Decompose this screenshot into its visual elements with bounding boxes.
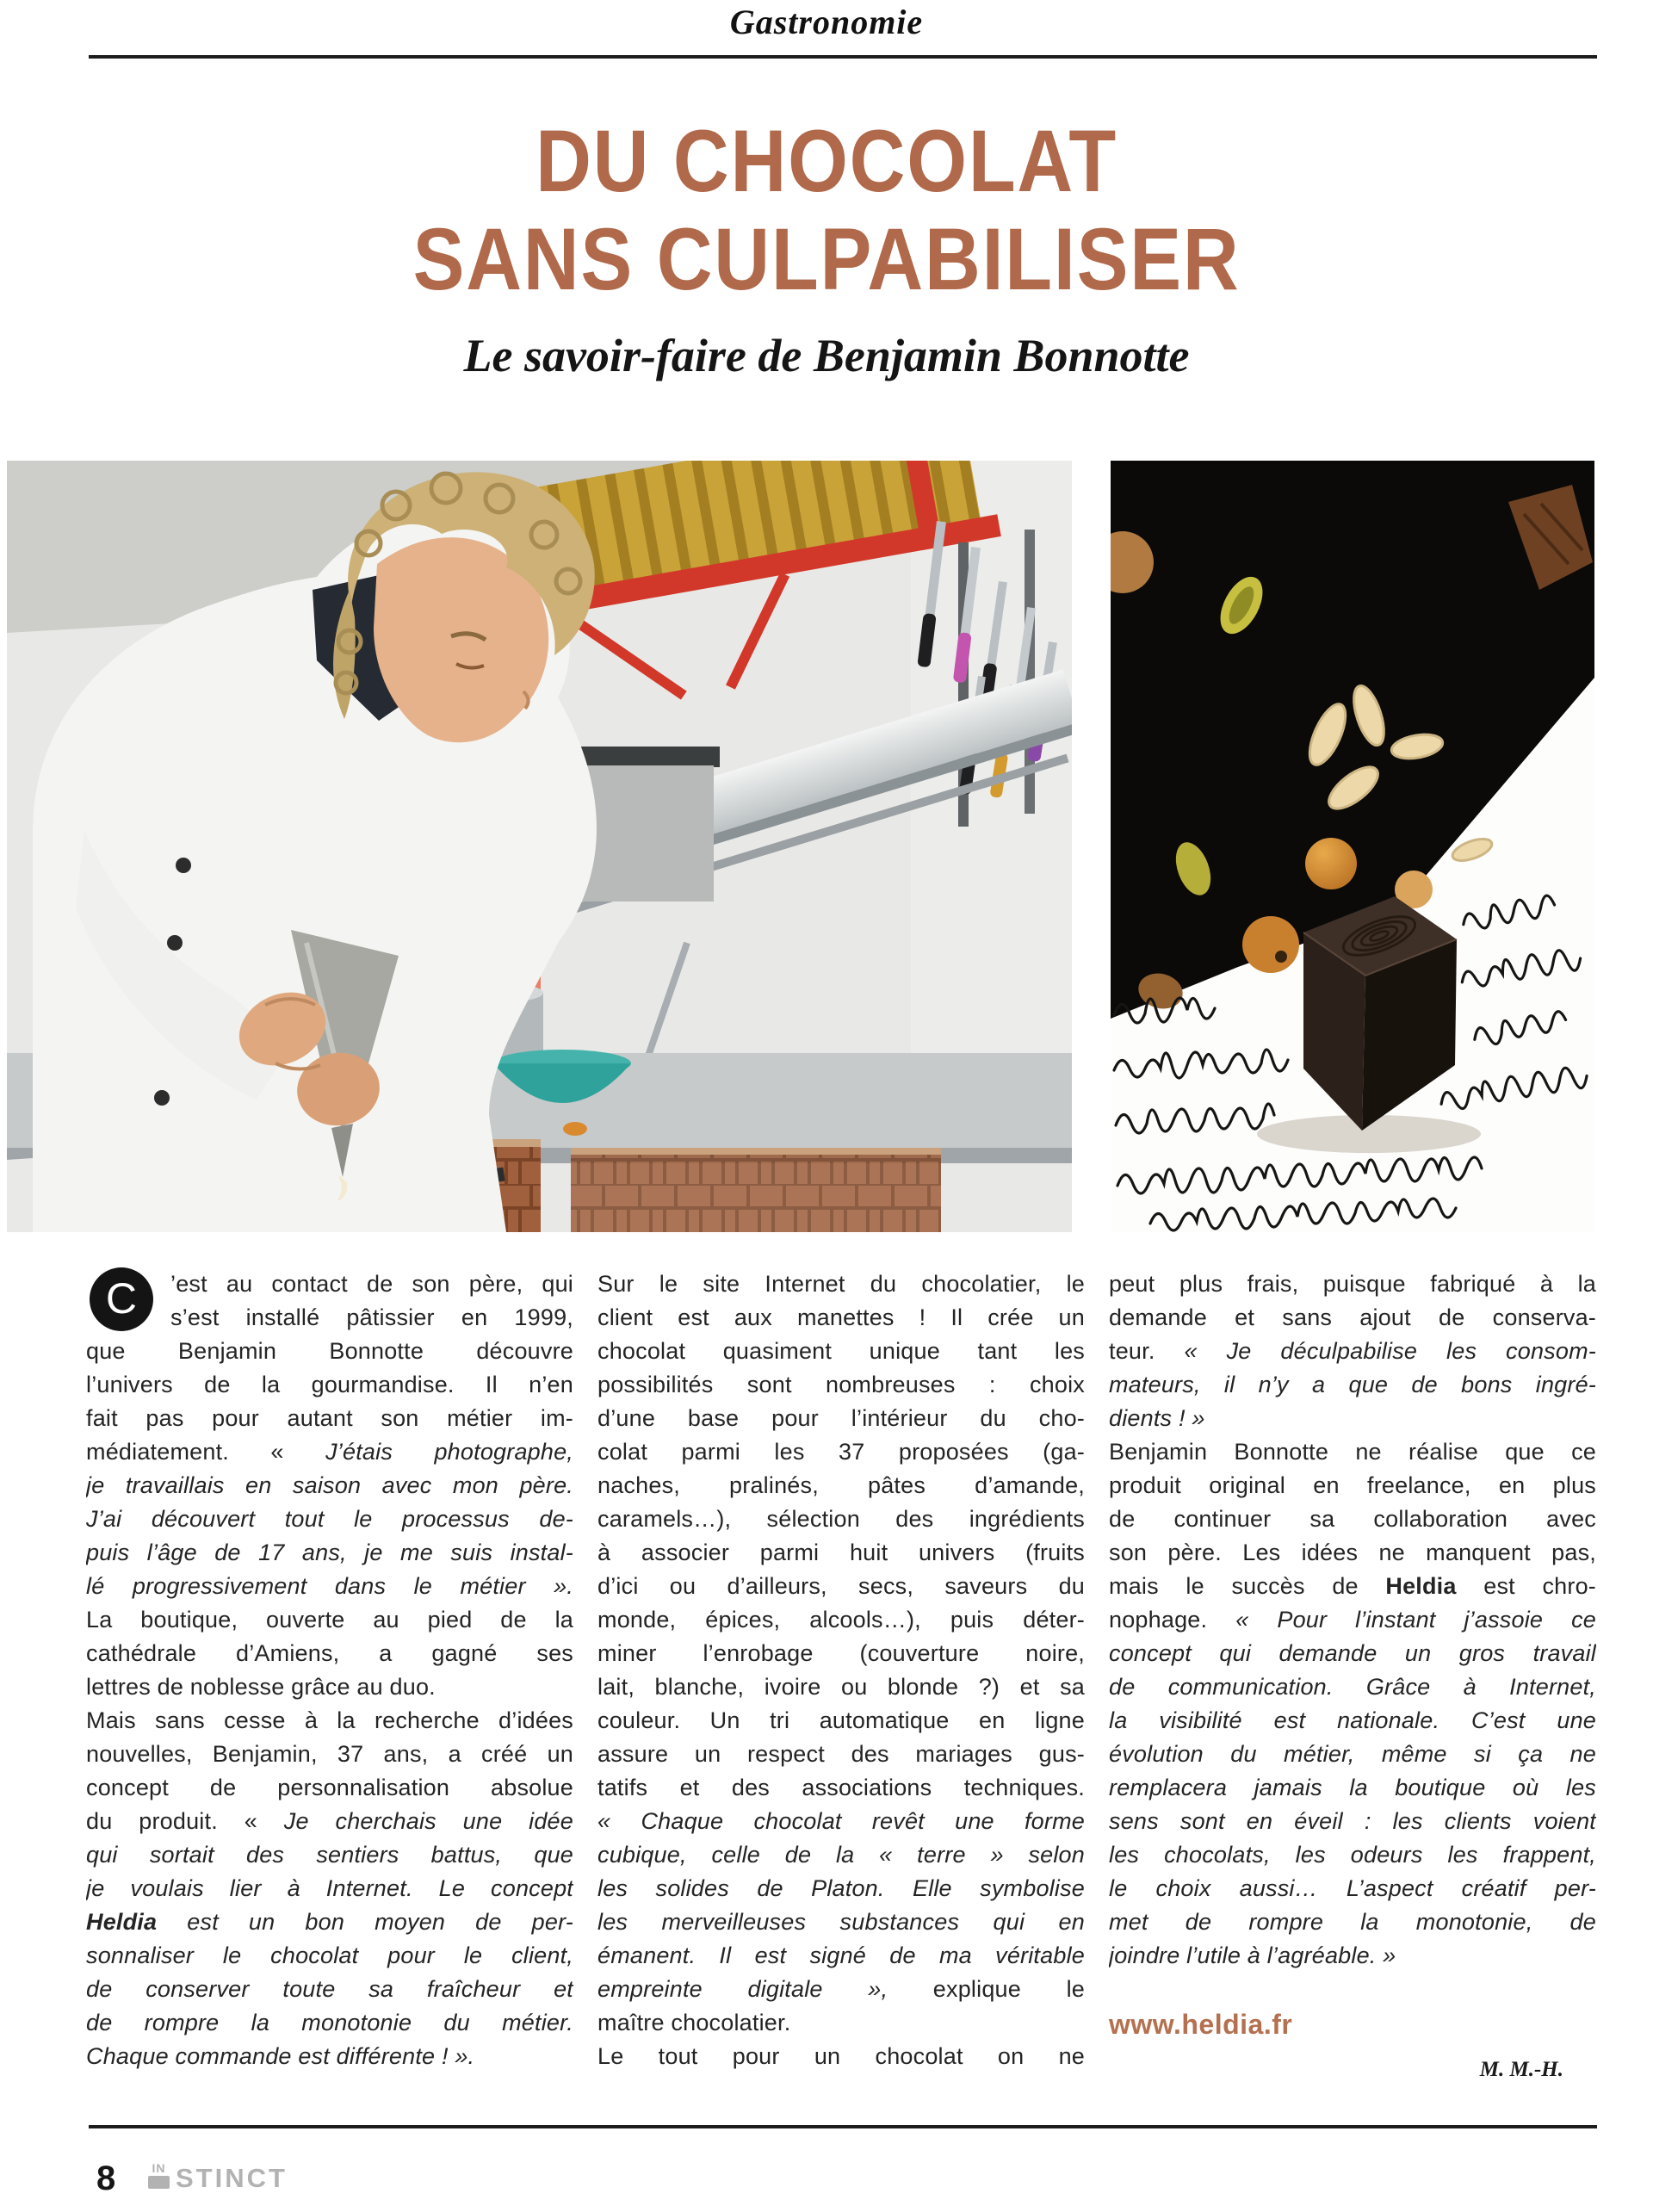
text-line: caramels…), sélection des ingrédients [597,1506,1085,1532]
text-line: dients ! » [1109,1405,1205,1431]
text-line: Benjamin Bonnotte ne réalise que ce [1109,1439,1596,1465]
article-column-2 [597,1267,1085,2073]
text-line: la visibilité est nationale. C’est une [1109,1707,1596,1733]
text-line: demande et sans ajout de conserva- [1109,1304,1596,1330]
text-line: que Benjamin Bonnotte découvre [86,1338,573,1364]
text-line: mateurs, il n’y a que de bons ingré- [1109,1372,1596,1397]
title-line-1: DU CHOCOLAT [536,112,1117,210]
text-line: tatifs et des associations techniques. [597,1775,1085,1800]
photo-chef-piping [7,461,1072,1232]
text-line: concept de personnalisation absolue [86,1775,573,1800]
text-line: lé progressivement dans le métier ». [86,1573,573,1599]
text-line: teur. « Je déculpabilise les consom- [1109,1338,1596,1364]
article-column-1 [86,1267,573,2073]
text-line: je travaillais en saison avec mon père. [86,1472,573,1498]
text-line: puis l’âge de 17 ans, je me suis instal- [86,1540,573,1565]
section-title: Gastronomie [729,3,924,41]
text-line: couleur. Un tri automatique en ligne [597,1707,1085,1733]
text-line: Le tout pour un chocolat on ne [597,2043,1085,2069]
article-title [0,112,1653,308]
article-column-3 [1109,1267,1596,1973]
website-link[interactable]: www.heldia.fr [1109,2009,1293,2040]
text-line: évolution du métier, même si ça ne [1109,1741,1596,1767]
text-line: son père. Les idées ne manquent pas, [1109,1540,1596,1565]
text-line: émanent. Il est signé de ma véritable [597,1942,1085,1968]
text-line: cathédrale d’Amiens, a gagné ses [86,1640,573,1666]
text-line: les merveilleuses substances qui en [597,1909,1085,1935]
text-line: les chocolats, les odeurs les frappent, [1109,1842,1596,1868]
text-line: empreinte digitale », explique le [597,1976,1085,2002]
text-line: sonnaliser le chocolat pour le client, [86,1942,573,1968]
text-line: maître chocolatier. [597,2010,791,2035]
text-line: chocolat quasiment unique tant les [597,1338,1085,1364]
text-line: d’ici ou d’ailleurs, secs, saveurs du [597,1573,1085,1599]
text-line: les solides de Platon. Elle symbolise [597,1875,1085,1901]
text-line: monde, épices, alcools…), puis déter- [597,1607,1085,1633]
photo-chocolate-cube [1111,461,1594,1232]
text-line: remplacera jamais la boutique où les [1109,1775,1596,1800]
text-line: du produit. « Je cherchais une idée [86,1808,573,1834]
text-line: médiatement. « J’étais photographe, [86,1439,573,1465]
text-line: miner l’enrobage (couverture noire, [597,1640,1085,1666]
logo-block-icon [148,2176,170,2189]
text-line: met de rompre la monotonie, de [1109,1909,1596,1935]
text-line: peut plus frais, puisque fabriqué à la [1109,1271,1596,1297]
text-line: Chaque commande est différente ! ». [86,2043,475,2069]
text-line: à associer parmi huit univers (fruits [597,1540,1085,1565]
text-line: s’est installé pâtissier en 1999, [170,1304,573,1330]
chocolate-photo-illustration [1111,461,1594,1232]
magazine-logo: IN STINCT [148,2162,288,2189]
text-line: mais le succès de Heldia est chro- [1109,1573,1596,1599]
text-line: je voulais lier à Internet. Le concept [86,1875,573,1901]
text-line: le choix aussi… L’aspect créatif per- [1109,1875,1596,1901]
text-line: concept qui demande un gros travail [1109,1640,1596,1666]
text-line: de communication. Grâce à Internet, [1109,1674,1596,1700]
page-number: 8 [96,2159,116,2197]
text-line: fait pas pour autant son métier im- [86,1405,573,1431]
bottom-rule [89,2125,1597,2128]
text-line: nophage. « Pour l’instant j’assoie ce [1109,1607,1596,1633]
dropcap: C [90,1267,153,1331]
text-line: produit original en freelance, en plus [1109,1472,1596,1498]
chef-photo-illustration [7,461,1072,1232]
text-line: de conserver toute sa fraîcheur et [86,1976,573,2002]
text-line: « Chaque chocolat revêt une forme [597,1808,1085,1834]
text-line: Sur le site Internet du chocolatier, le [597,1271,1085,1297]
text-line: nouvelles, Benjamin, 37 ans, a créé un [86,1741,573,1767]
text-line: de rompre la monotonie du métier. [86,2010,573,2035]
text-line: client est aux manettes ! Il crée un [597,1304,1085,1330]
text-line: J’ai découvert tout le processus de- [86,1506,573,1532]
text-line: La boutique, ouverte au pied de la [86,1607,573,1633]
text-line: joindre l’utile à l’agréable. » [1109,1942,1396,1968]
text-line: assure un respect des mariages gus- [597,1741,1085,1767]
logo-in-mark: IN [148,2162,170,2189]
text-line: sens sont en éveil : les clients voient [1109,1808,1596,1834]
text-line: ’est au contact de son père, qui [170,1271,573,1297]
text-line: cubique, celle de la « terre » selon [597,1842,1085,1868]
text-line: possibilités sont nombreuses : choix [597,1372,1085,1397]
article-subtitle: Le savoir-faire de Benjamin Bonnotte [463,330,1190,381]
text-line: d’une base pour l’intérieur du cho- [597,1405,1085,1431]
text-line: colat parmi les 37 proposées (ga- [597,1439,1085,1465]
text-line: Heldia est un bon moyen de per- [86,1909,573,1935]
text-line: naches, pralinés, pâtes d’amande, [597,1472,1085,1498]
text-line: lettres de noblesse grâce au duo. [86,1674,436,1700]
top-rule [89,55,1597,59]
text-line: qui sortait des sentiers battus, que [86,1842,573,1868]
author-initials: M. M.-H. [1479,2058,1563,2081]
text-line: lait, blanche, ivoire ou blonde ?) et sa [597,1674,1085,1700]
text-line: l’univers de la gourmandise. Il n’en [86,1372,573,1397]
text-line: de continuer sa collaboration avec [1109,1506,1596,1532]
text-line: Mais sans cesse à la recherche d’idées [86,1707,573,1733]
title-line-2: SANS CULPABILISER [412,210,1241,308]
